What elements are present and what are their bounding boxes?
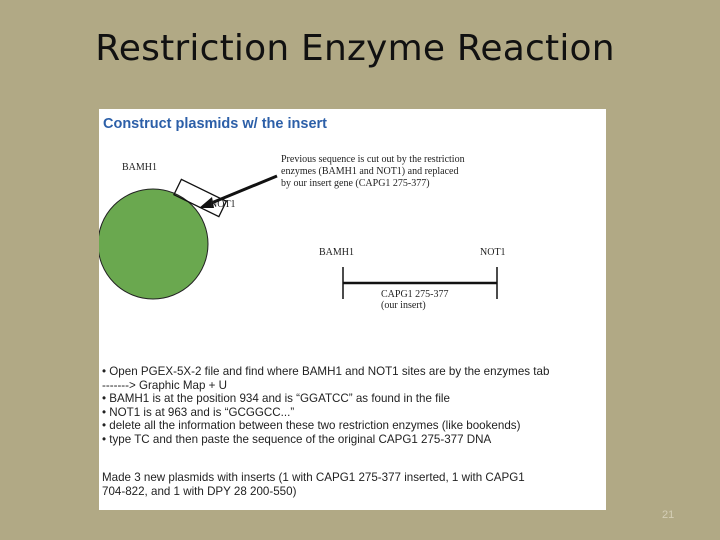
callout-line-3: by our insert gene (CAPG1 275-377) [281, 178, 430, 189]
callout-line-2: enzymes (BAMH1 and NOT1) and replaced [281, 166, 459, 177]
instruction-list [102, 365, 602, 447]
insert-label-not1: NOT1 [480, 247, 506, 258]
instruction-item: -------> Graphic Map + U [102, 378, 227, 392]
slide-title: Restriction Enzyme Reaction [95, 28, 615, 69]
insert-note: (our insert) [381, 300, 426, 311]
instruction-item: • BAMH1 is at the position 934 and is “GGATCC” as found in the file [102, 392, 450, 406]
instruction-item: • type TC and then paste the sequence of the original CAPG1 275-377 DNA [102, 432, 492, 446]
page-number: 21 [662, 509, 675, 521]
plasmid-label-bamh1: BAMH1 [122, 162, 158, 173]
plasmid-label-not1: NOT1 [210, 199, 236, 210]
instruction-item: • Open PGEX-5X-2 file and find where BAMH1 and NOT1 sites are by the enzymes tab [102, 365, 550, 378]
instruction-item: • delete all the information between these two restriction enzymes (like bookends) [102, 419, 521, 433]
insert-name: CAPG1 275-377 [381, 289, 449, 300]
content-image-panel [99, 109, 606, 510]
callout-line-1: Previous sequence is cut out by the restriction [281, 154, 465, 165]
panel-heading: Construct plasmids w/ the insert [103, 116, 327, 132]
summary-line: Made 3 new plasmids with inserts (1 with CAPG1 275-377 inserted, 1 with CAPG1 [102, 471, 525, 484]
summary-text [102, 471, 602, 498]
insert-label-bamh1: BAMH1 [319, 247, 355, 258]
plasmid-circle [99, 189, 208, 299]
plasmid-diagram [99, 109, 606, 359]
summary-line: 704-822, and 1 with DPY 28 200-550) [102, 484, 297, 498]
instruction-item: • NOT1 is at 963 and is “GCGGCC...” [102, 405, 295, 419]
